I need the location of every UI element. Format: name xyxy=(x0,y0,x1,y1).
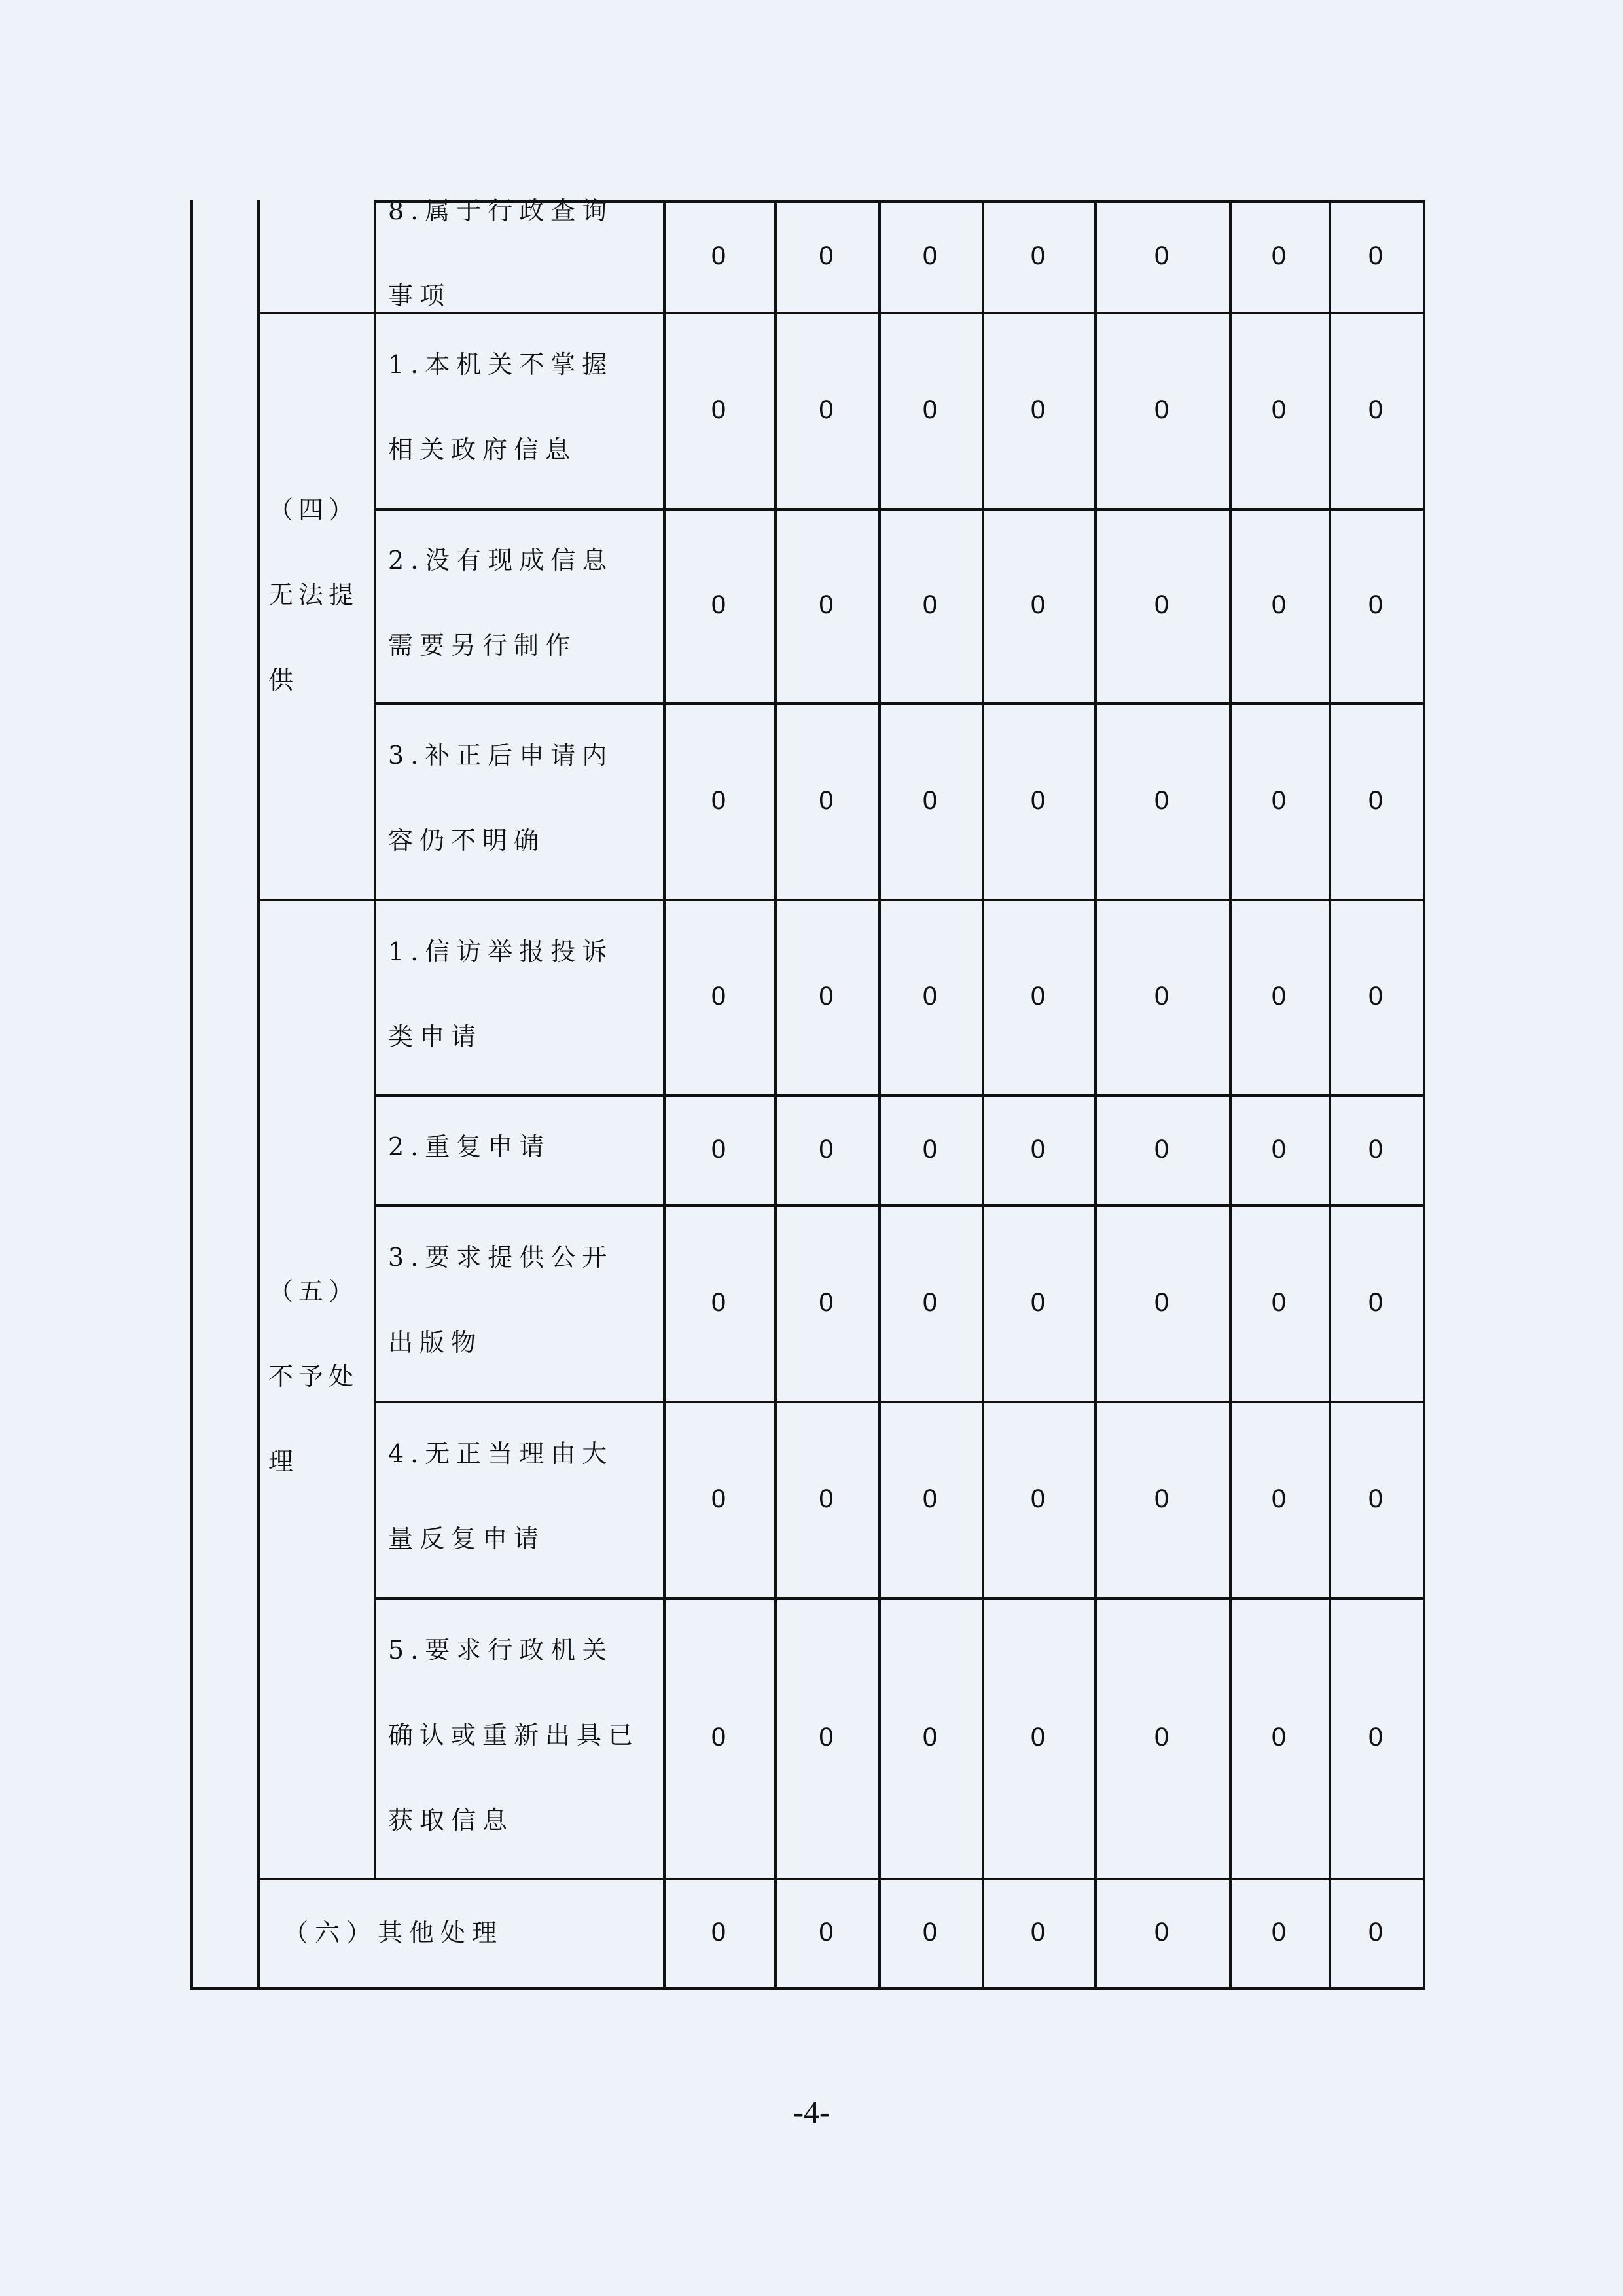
value-cell: 0 xyxy=(819,785,834,815)
value-cell: 0 xyxy=(711,1918,726,1946)
value-cell: 0 xyxy=(819,1287,834,1317)
value-cell: 0 xyxy=(922,1287,938,1317)
value-cell: 0 xyxy=(1030,1287,1046,1317)
value-cell: 0 xyxy=(922,785,938,815)
value-cell: 0 xyxy=(711,241,726,270)
group-label-five xyxy=(268,1249,366,1504)
value-cell: 0 xyxy=(1154,1918,1169,1946)
value-cell: 0 xyxy=(711,1134,726,1164)
value-cell: 0 xyxy=(1030,1134,1046,1164)
row-label: 3.要求提供公开出版物 xyxy=(388,1243,614,1357)
value-cell: 0 xyxy=(711,1484,726,1513)
label-column-divider xyxy=(374,508,376,702)
value-cell: 0 xyxy=(1030,1918,1046,1946)
row-label: （六）其他处理 xyxy=(283,1918,504,1947)
value-cell: 0 xyxy=(1154,1134,1169,1164)
group-column-divider xyxy=(257,200,260,1987)
value-cell: 0 xyxy=(1154,1484,1169,1513)
value-cell: 0 xyxy=(922,395,938,424)
value-cell: 0 xyxy=(1271,1918,1287,1946)
label-column-divider xyxy=(374,899,376,1094)
value-cell: 0 xyxy=(1030,1723,1046,1751)
value-cell: 0 xyxy=(1154,982,1169,1011)
value-cell: 0 xyxy=(922,241,938,270)
value-cell: 0 xyxy=(1271,1287,1287,1317)
group-five-line2: 不予处 xyxy=(268,1362,359,1391)
value-cell: 0 xyxy=(819,1918,834,1946)
row-label: 1.信访举报投诉类申请 xyxy=(388,937,614,1051)
value-cell: 0 xyxy=(819,395,834,424)
row-label: 2.重复申请 xyxy=(388,1132,551,1161)
value-cell: 0 xyxy=(1030,982,1046,1011)
value-cell: 0 xyxy=(711,1287,726,1317)
value-cell: 0 xyxy=(711,590,726,619)
value-cell: 0 xyxy=(1271,1484,1287,1513)
value-cell: 0 xyxy=(1154,395,1169,424)
value-cell: 0 xyxy=(922,1918,938,1946)
value-cell: 0 xyxy=(1368,785,1383,815)
group-label-four xyxy=(268,467,366,723)
row-label: 3.补正后申请内容仍不明确 xyxy=(388,741,614,855)
label-column-divider xyxy=(374,200,376,312)
table-border-left xyxy=(190,200,193,1990)
value-cell: 0 xyxy=(819,241,834,270)
value-cell: 0 xyxy=(1368,1723,1383,1751)
group-four-line3: 供 xyxy=(268,666,299,694)
value-cell: 0 xyxy=(1368,590,1383,619)
value-cell: 0 xyxy=(819,982,834,1011)
value-cell: 0 xyxy=(1271,241,1287,270)
value-cell: 0 xyxy=(1271,1723,1287,1751)
value-cell: 0 xyxy=(1271,785,1287,815)
group-five-line3: 理 xyxy=(268,1447,299,1476)
value-cell: 0 xyxy=(711,982,726,1011)
value-cell: 0 xyxy=(922,1723,938,1751)
value-cell: 0 xyxy=(819,1723,834,1751)
value-cell: 0 xyxy=(819,1134,834,1164)
label-column-divider xyxy=(374,312,376,508)
value-cell: 0 xyxy=(1030,590,1046,619)
value-cell: 0 xyxy=(1030,1484,1046,1513)
value-cell: 0 xyxy=(1154,785,1169,815)
label-column-divider xyxy=(374,1597,376,1878)
value-cell: 0 xyxy=(1271,1134,1287,1164)
value-cell: 0 xyxy=(1030,395,1046,424)
value-cell: 0 xyxy=(1368,982,1383,1011)
group-five-line1: （五） xyxy=(268,1277,359,1306)
group-four-line2: 无法提 xyxy=(268,581,359,609)
table-border-bottom xyxy=(190,1987,1425,1990)
row-label: 1.本机关不掌握相关政府信息 xyxy=(388,350,614,464)
row-label: 2.没有现成信息需要另行制作 xyxy=(388,545,614,660)
value-cell: 0 xyxy=(922,1484,938,1513)
value-cell: 0 xyxy=(1154,590,1169,619)
value-cell: 0 xyxy=(1154,1287,1169,1317)
value-cell: 0 xyxy=(1368,1484,1383,1513)
value-cell: 0 xyxy=(922,1134,938,1164)
value-cell: 0 xyxy=(1154,1723,1169,1751)
value-cell: 0 xyxy=(819,590,834,619)
value-cell: 0 xyxy=(1271,395,1287,424)
value-cell: 0 xyxy=(1368,1134,1383,1164)
value-cell: 0 xyxy=(1154,241,1169,270)
value-cell: 0 xyxy=(711,1723,726,1751)
value-cell: 0 xyxy=(922,590,938,619)
value-cell: 0 xyxy=(711,395,726,424)
value-cell: 0 xyxy=(1368,395,1383,424)
value-cell: 0 xyxy=(1368,1918,1383,1946)
value-cell: 0 xyxy=(1271,982,1287,1011)
page-number: -4- xyxy=(793,2095,830,2130)
row-label: 8.属于行政查询事项 xyxy=(388,196,614,310)
value-cell: 0 xyxy=(819,1484,834,1513)
label-column-divider xyxy=(374,1401,376,1597)
value-cell: 0 xyxy=(1368,1287,1383,1317)
label-column-divider xyxy=(374,1204,376,1401)
row-label: 4.无正当理由大量反复申请 xyxy=(388,1439,614,1553)
value-cell: 0 xyxy=(1030,241,1046,270)
label-column-divider xyxy=(374,1094,376,1204)
value-cell: 0 xyxy=(922,982,938,1011)
value-cell: 0 xyxy=(711,785,726,815)
value-cell: 0 xyxy=(1271,590,1287,619)
value-cell: 0 xyxy=(1368,241,1383,270)
label-column-divider xyxy=(374,702,376,899)
row-label: 5.要求行政机关确认或重新出具已获取信息 xyxy=(388,1635,640,1835)
value-cell: 0 xyxy=(1030,785,1046,815)
group-four-line1: （四） xyxy=(268,495,359,524)
